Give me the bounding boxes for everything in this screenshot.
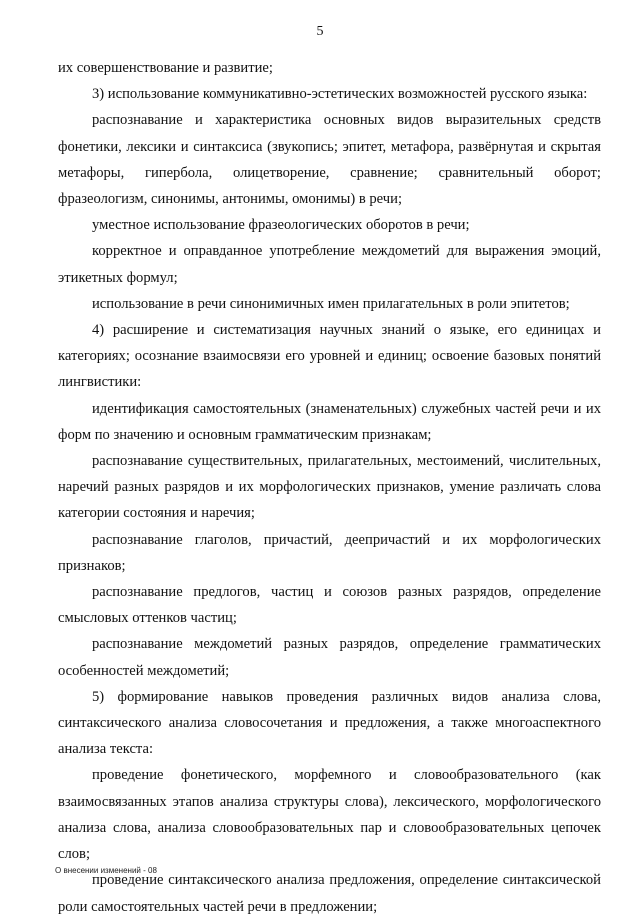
paragraph: проведение синтаксического анализа предложения, определение синтаксической роли самостоятельных частей речи в предложении;	[58, 872, 601, 915]
paragraph: распознавание и характеристика основных видов выразительных средств фонетики, лексики и синтаксиса (звукопись; эпитет, метафора, развёрнутая и скрытая метафоры, гипербола, олицетворение, сравнение; сравнительный оборот; фразеологизм, синонимы, антонимы, омонимы) в речи;	[58, 112, 601, 208]
paragraph: корректное и оправданное употребление междометий для выражения эмоций, этикетных формул;	[58, 243, 601, 286]
paragraph: 5) формирование навыков проведения различных видов анализа слова, синтаксического анализа словосочетания и предложения, а также многоаспектного анализа текста:	[58, 688, 601, 758]
paragraph: идентификация самостоятельных (знаменательных) служебных частей речи и их форм по значению и основным грамматическим признакам;	[58, 400, 601, 443]
paragraph: распознавание междометий разных разрядов, определение грамматических особенностей междометий;	[58, 636, 601, 679]
paragraph: проведение фонетического, морфемного и словообразовательного (как взаимосвязанных этапов анализа структуры слова), лексического, морфологического анализа слова, анализа словообразовательных пар и словообразовательных цепочек слов;	[58, 767, 601, 863]
paragraph: 3) использование коммуникативно-эстетических возможностей русского языка:	[92, 86, 588, 103]
paragraph: распознавание предлогов, частиц и союзов разных разрядов, определение смысловых оттенков частиц;	[58, 584, 601, 627]
paragraph: распознавание существительных, прилагательных, местоимений, числительных, наречий разных разрядов и их морфологических признаков, умение различать слова категории состояния и наречия;	[58, 453, 601, 522]
paragraph: 4) расширение и систематизация научных знаний о языке, его единицах и категориях; осознание взаимосвязи его уровней и единиц; освоение базовых понятий лингвистики:	[58, 322, 601, 391]
paragraph: использование в речи синонимичных имен прилагательных в роли эпитетов;	[92, 295, 570, 312]
page-number: 5	[316, 24, 324, 39]
paragraph: распознавание глаголов, причастий, деепричастий и их морфологических признаков;	[58, 531, 601, 574]
paragraph: уместное использование фразеологических оборотов в речи;	[92, 217, 470, 234]
footer-note: О внесении изменений - 08	[55, 866, 157, 875]
document-body	[58, 55, 601, 920]
paragraph: их совершенствование и развитие;	[58, 60, 273, 76]
